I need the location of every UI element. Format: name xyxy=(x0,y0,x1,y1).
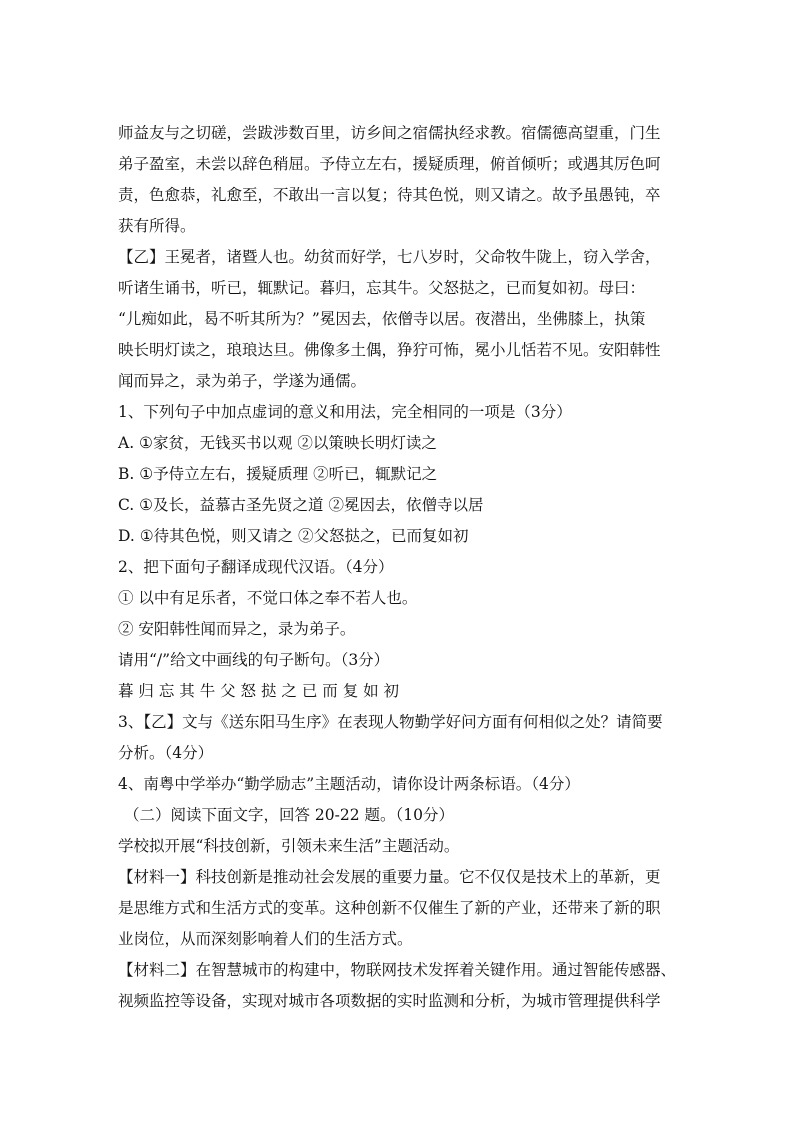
passage-line: 弟子盈室，未尝以辞色稍屈。予侍立左右，援疑质理，俯首倾听；或遇其厉色呵 xyxy=(118,155,661,173)
passage-yi-line: 闻而异之，录为弟子，学遂为通儒。 xyxy=(118,372,367,390)
material-1-line: 是思维方式和生活方式的变革。这种创新不仅催生了新的产业，还带来了新的职 xyxy=(118,899,661,917)
question-2-item-2: ② 安阳韩性闻而异之，录为弟子。 xyxy=(118,620,356,638)
sentence-break-text: 暮 归 忘 其 牛 父 怒 挞 之 已 而 复 如 初 xyxy=(118,682,400,700)
material-1-line: 业岗位，从而深刻影响着人们的生活方式。 xyxy=(118,930,413,948)
option-b: B. ①予侍立左右，援疑质理 ②听已，辄默记之 xyxy=(118,465,438,483)
question-4: 4、南粤中学举办“勤学励志”主题活动，请你设计两条标语。（4分） xyxy=(118,775,580,793)
passage-yi-line: 映长明灯读之，琅琅达旦。佛像多土偶，狰狞可怖，冕小儿恬若不见。安阳韩性 xyxy=(118,341,661,359)
material-1-line: 【材料一】科技创新是推动社会发展的重要力量。它不仅仅是技术上的革新，更 xyxy=(118,868,661,886)
question-3-cont: 分析。（4分） xyxy=(118,744,214,762)
passage-line: 获有所得。 xyxy=(118,217,196,235)
passage-yi-line: 【乙】王冕者，诸暨人也。幼贫而好学，七八岁时，父命牧牛陇上，窃入学舍， xyxy=(118,248,661,266)
document-body xyxy=(118,118,678,1017)
question-2: 2、把下面句子翻译成现代汉语。（4分） xyxy=(118,558,394,576)
activity-intro: 学校拟开展“科技创新，引领未来生活”主题活动。 xyxy=(118,837,460,855)
passage-line: 师益友与之切磋，尝跋涉数百里，访乡间之宿儒执经求教。宿儒德高望重，门生 xyxy=(118,124,661,142)
passage-yi-line: “儿痴如此，曷不听其所为？”冕因去，依僧寺以居。夜潜出，坐佛膝上，执策 xyxy=(118,310,646,328)
option-c: C. ①及长，益慕古圣先贤之道 ②冕因去，依僧寺以居 xyxy=(118,496,484,514)
section-2-heading: （二）阅读下面文字，回答 20-22 题。（10分） xyxy=(124,806,455,824)
material-2-line: 【材料二】在智慧城市的构建中，物联网技术发挥着关键作用。通过智能传感器、 xyxy=(118,961,677,979)
question-3: 3、【乙】文与《送东阳马生序》在表现人物勤学好问方面有何相似之处？请简要 xyxy=(118,713,663,731)
option-d: D. ①待其色悦，则又请之 ②父怒挞之，已而复如初 xyxy=(118,527,469,545)
sentence-break-prompt: 请用“/”给文中画线的句子断句。（3分） xyxy=(118,651,390,669)
option-a: A. ①家贫，无钱买书以观 ②以策映长明灯读之 xyxy=(118,434,437,452)
material-2-line: 视频监控等设备，实现对城市各项数据的实时监测和分析，为城市管理提供科学 xyxy=(118,992,661,1010)
passage-line: 责，色愈恭，礼愈至，不敢出一言以复；待其色悦，则又请之。故予虽愚钝，卒 xyxy=(118,186,661,204)
passage-yi-line: 听诸生诵书，听已，辄默记。暮归，忘其牛。父怒挞之，已而复如初。母曰： xyxy=(118,279,646,297)
question-1: 1、下列句子中加点虚词的意义和用法，完全相同的一项是（3分） xyxy=(118,403,572,421)
question-2-item-1: ① 以中有足乐者，不觉口体之奉不若人也。 xyxy=(118,589,418,607)
